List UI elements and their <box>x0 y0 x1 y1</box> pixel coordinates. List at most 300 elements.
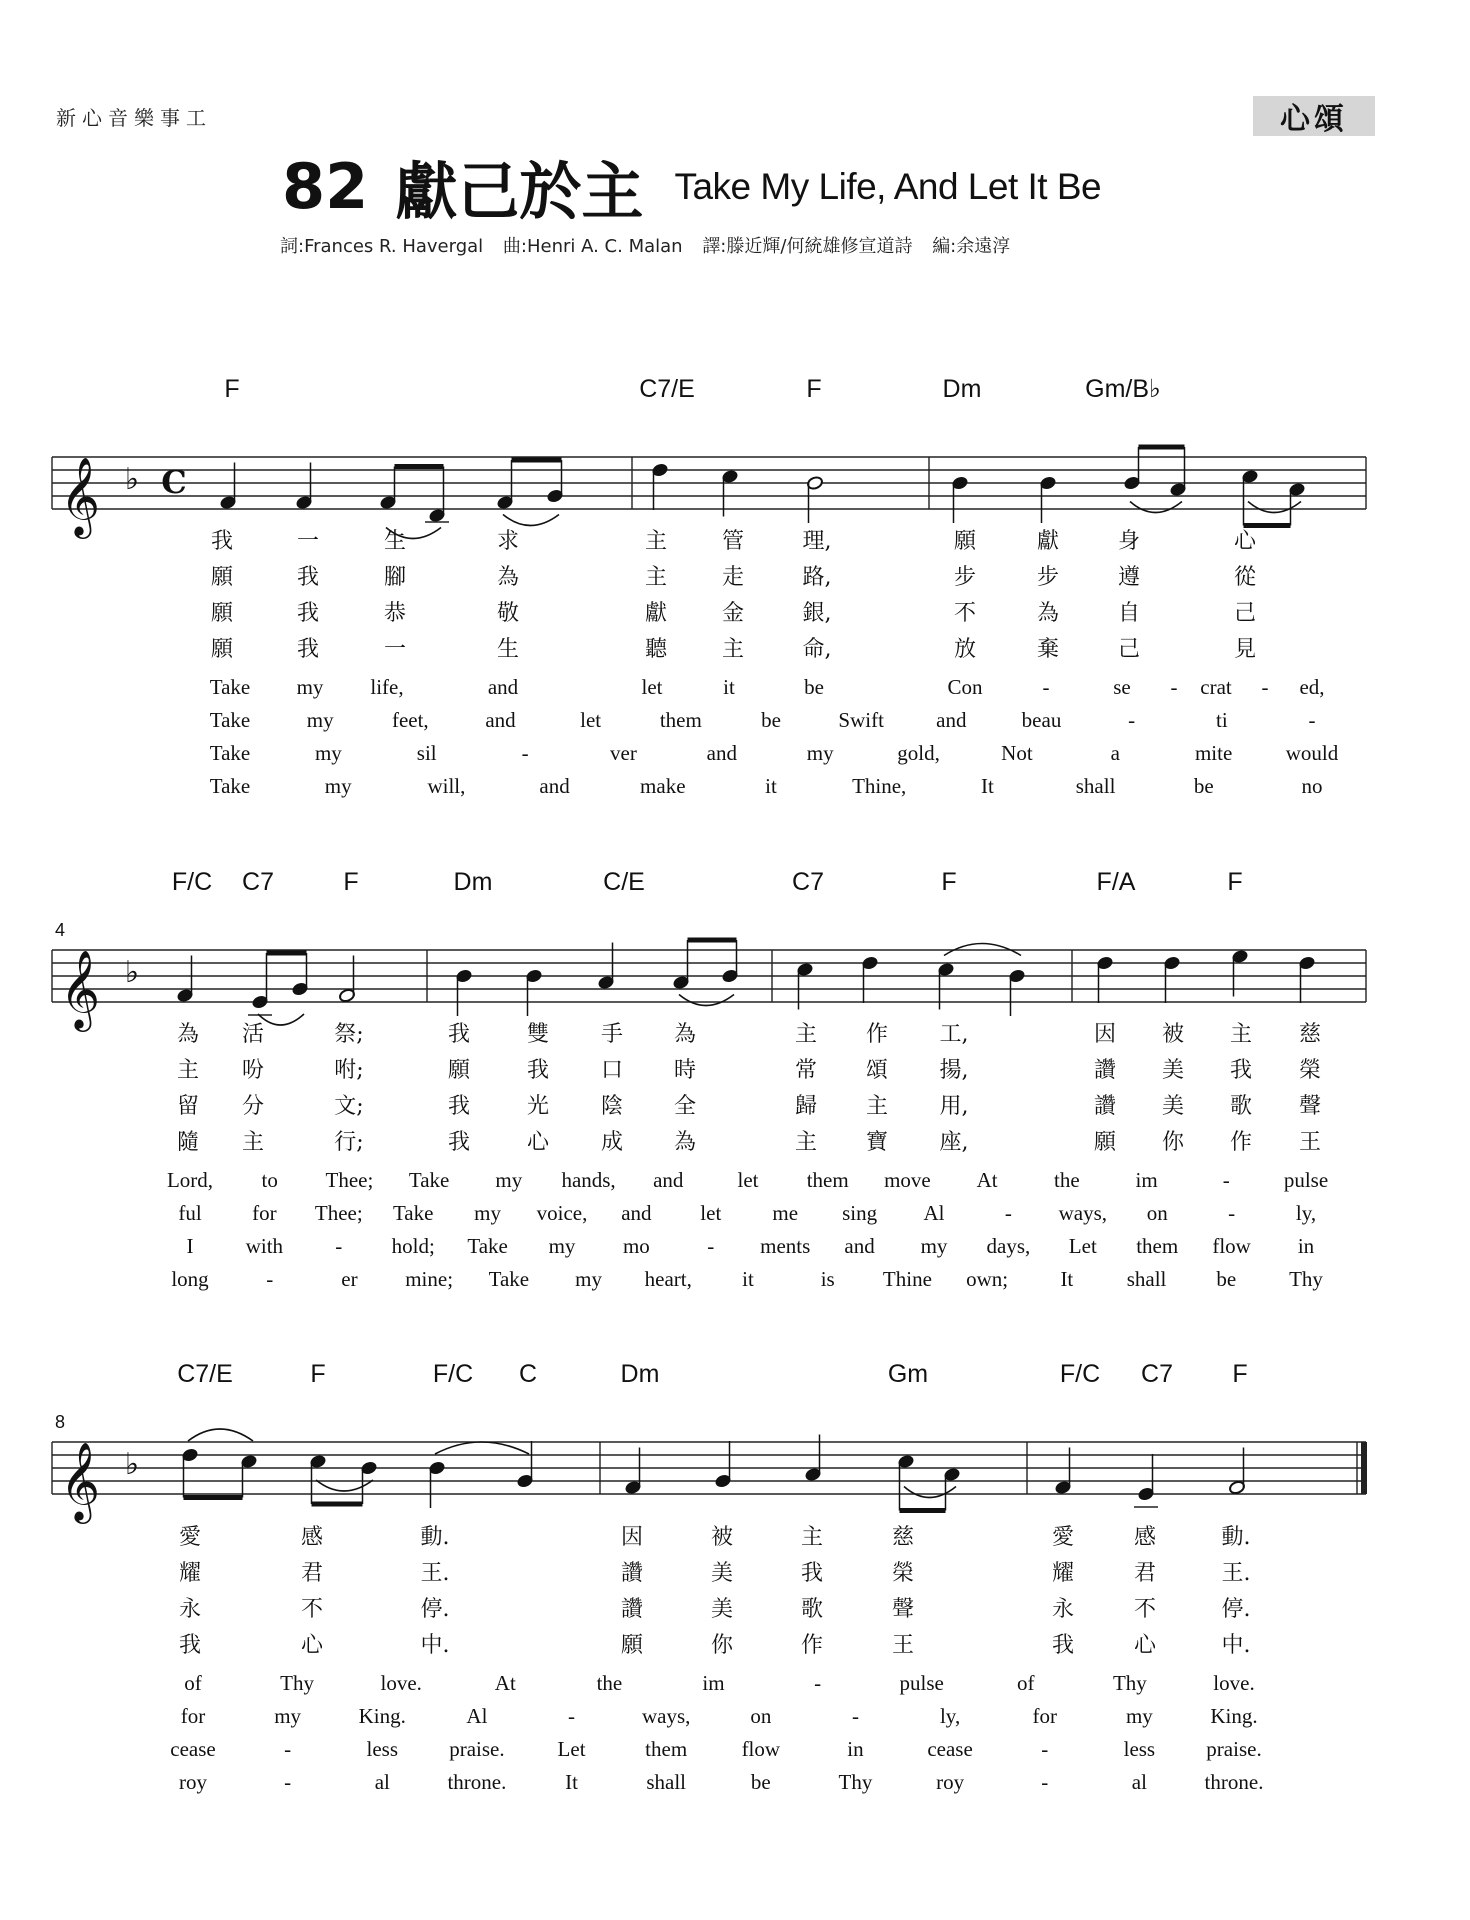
lyric-chinese-v1: 慈 <box>1298 1022 1322 1047</box>
lyric-english-v4: - <box>266 1267 274 1291</box>
lyric-chinese-v4: 座, <box>939 1130 969 1155</box>
lyric-english-v1: Con <box>947 675 983 699</box>
lyric-english-v4: long <box>171 1267 209 1291</box>
lyric-chinese-v3: 金 <box>721 601 745 626</box>
lyric-chinese-v1: 動. <box>420 1525 450 1550</box>
lyric-chinese-v3: 全 <box>673 1094 697 1119</box>
lyric-english-v3: - <box>707 1234 715 1258</box>
lyric-english-v1: Take <box>408 1168 450 1192</box>
chord-symbol: F <box>806 375 822 403</box>
lyric-chinese-v4: 心 <box>300 1633 324 1658</box>
lyric-english-v4: It <box>1060 1267 1074 1291</box>
lyric-english-v1: move <box>884 1168 931 1192</box>
lyric-chinese-v3: 留 <box>176 1094 200 1119</box>
lyric-chinese-v2: 主 <box>644 565 668 590</box>
lyric-english-v2: on <box>1146 1201 1168 1225</box>
lyric-chinese-v4: 主 <box>794 1130 818 1155</box>
lyric-english-v4: it <box>765 774 777 798</box>
lyric-chinese-v2: 頌 <box>865 1058 889 1083</box>
lyric-english-v1: - <box>1222 1168 1230 1192</box>
lyric-chinese-v4: 王 <box>1298 1130 1322 1155</box>
lyric-english-v4: al <box>374 1770 390 1794</box>
lyric-english-v1: ed, <box>1299 675 1325 699</box>
lyric-chinese-v3: 永 <box>1051 1597 1075 1622</box>
lyric-english-v3: with <box>245 1234 284 1258</box>
lyric-english-v3: in <box>1297 1234 1315 1258</box>
lyric-chinese-v4: 成 <box>600 1130 624 1155</box>
lyric-english-v3: - <box>1041 1737 1049 1761</box>
lyric-english-v4: roy <box>179 1770 207 1794</box>
lyric-chinese-v2: 王. <box>1221 1561 1251 1586</box>
lyric-english-v4: be <box>1216 1267 1237 1291</box>
lyric-english-v3: less <box>1123 1737 1156 1761</box>
lyric-english-v2: my <box>1125 1704 1153 1728</box>
lyric-english-v3: Take <box>209 741 251 765</box>
lyric-chinese-v4: 隨 <box>176 1130 200 1155</box>
lyric-english-v2: King. <box>358 1704 406 1728</box>
lyric-english-v4: shall <box>646 1770 687 1794</box>
lyric-chinese-v1: 感 <box>300 1525 324 1550</box>
lyric-chinese-v1: 主 <box>644 529 668 554</box>
lyric-english-v4: it <box>742 1267 754 1291</box>
lyric-chinese-v2: 美 <box>1161 1058 1185 1083</box>
lyric-chinese-v3: 願 <box>210 601 234 626</box>
lyric-english-v3: Take <box>467 1234 508 1258</box>
lyric-chinese-v2: 走 <box>721 565 745 590</box>
lyric-english-v1: pulse <box>899 1671 944 1695</box>
measure-number: 4 <box>54 920 66 940</box>
lyric-chinese-v2: 我 <box>526 1058 550 1083</box>
lyric-chinese-v3: 自 <box>1117 601 1141 626</box>
lyric-english-v2: voice, <box>536 1201 588 1225</box>
lyric-chinese-v1: 生 <box>383 529 407 554</box>
lyric-english-v1: At <box>494 1671 516 1695</box>
lyric-chinese-v3: 為 <box>1036 601 1060 626</box>
lyric-english-v1: to <box>261 1168 278 1192</box>
lyric-english-v1: im <box>702 1671 725 1695</box>
lyric-chinese-v4: 我 <box>1051 1633 1075 1658</box>
lyric-chinese-v4: 為 <box>673 1130 697 1155</box>
lyric-english-v2: ly, <box>939 1704 961 1728</box>
lyric-chinese-v3: 不 <box>953 601 977 626</box>
lyric-english-v3: Not <box>1001 741 1033 765</box>
lyric-english-v2: and <box>936 708 967 732</box>
chord-symbol: C7 <box>1141 1360 1173 1388</box>
lyric-english-v1: of <box>184 1671 202 1695</box>
lyric-english-v2: and <box>621 1201 652 1225</box>
lyric-chinese-v2: 腳 <box>383 565 407 590</box>
flat-key-signature-icon: ♭ <box>124 955 140 990</box>
lyric-english-v2: Take <box>209 708 251 732</box>
lyric-chinese-v2: 為 <box>496 565 520 590</box>
chord-symbol: F <box>1232 1360 1248 1388</box>
lyric-english-v1: im <box>1135 1168 1158 1192</box>
lyric-english-v2: be <box>761 708 781 732</box>
lyric-chinese-v4: 中. <box>1221 1633 1251 1658</box>
lyric-chinese-v3: 讚 <box>1093 1094 1117 1119</box>
chord-symbol: F/C <box>1059 1360 1101 1388</box>
slur <box>904 1487 956 1498</box>
lyric-english-v4: shall <box>1126 1267 1167 1291</box>
lyric-chinese-v4: 中. <box>420 1633 450 1658</box>
lyric-chinese-v3: 獻 <box>644 601 668 626</box>
flat-key-signature-icon: ♭ <box>124 462 140 497</box>
lyric-chinese-v2: 時 <box>673 1058 697 1083</box>
lyric-chinese-v4: 願 <box>620 1633 644 1658</box>
lyric-english-v1: my <box>495 1168 523 1192</box>
lyric-english-v2: King. <box>1210 1704 1258 1728</box>
staff-system-3 <box>52 1429 1367 1524</box>
lyric-english-v2: beau <box>1021 708 1062 732</box>
slur <box>188 1429 253 1441</box>
chord-symbol: F <box>310 1360 326 1388</box>
lyric-chinese-v4: 願 <box>210 637 234 662</box>
lyric-chinese-v4: 命, <box>802 637 832 662</box>
lyric-english-v1: love. <box>1213 1671 1255 1695</box>
lyric-chinese-v1: 動. <box>1221 1525 1251 1550</box>
lyric-chinese-v3: 美 <box>1161 1094 1185 1119</box>
slur <box>679 995 734 1006</box>
lyric-english-v4: Thine, <box>852 774 907 798</box>
lyric-chinese-v1: 主 <box>800 1525 824 1550</box>
lyric-english-v1: let <box>641 675 663 699</box>
lyric-english-v3: mite <box>1194 741 1233 765</box>
lyric-english-v1: - <box>814 1671 822 1695</box>
chord-symbol: F <box>343 868 359 896</box>
lyric-chinese-v3: 美 <box>710 1597 734 1622</box>
lyric-english-v1: of <box>1017 1671 1035 1695</box>
lyric-english-v2: for <box>252 1201 277 1225</box>
lyric-english-v3: days, <box>986 1234 1031 1258</box>
lyric-chinese-v2: 耀 <box>178 1561 202 1586</box>
chord-symbol: C7 <box>242 868 274 896</box>
lyric-chinese-v2: 揚, <box>939 1058 969 1083</box>
lyric-chinese-v4: 一 <box>383 637 407 662</box>
lyric-english-v4: shall <box>1075 774 1116 798</box>
treble-clef-icon: 𝄞 <box>59 1442 101 1521</box>
lyric-chinese-v3: 不 <box>1133 1597 1157 1622</box>
lyric-english-v4: own; <box>966 1267 1009 1291</box>
lyric-english-v2: Thee; <box>314 1201 363 1225</box>
composer-credit: 曲:Henri A. C. Malan <box>502 236 683 257</box>
staff-system-2 <box>52 940 1366 1032</box>
lyric-english-v4: al <box>1131 1770 1147 1794</box>
lyric-chinese-v3: 永 <box>178 1597 202 1622</box>
lyric-chinese-v4: 我 <box>296 637 320 662</box>
lyric-chinese-v4: 寶 <box>865 1130 889 1155</box>
lyric-chinese-v1: 被 <box>710 1525 734 1550</box>
chord-symbol: F/C <box>171 868 213 896</box>
lyric-chinese-v3: 文; <box>334 1094 364 1119</box>
lyric-english-v2: them <box>659 708 702 732</box>
lyric-english-v2: Take <box>392 1201 434 1225</box>
lyric-english-v2: on <box>750 1704 772 1728</box>
lyric-chinese-v3: 歌 <box>800 1597 824 1622</box>
lyric-chinese-v1: 手 <box>600 1022 624 1047</box>
lyric-english-v1: crat <box>1200 675 1232 699</box>
lyric-chinese-v1: 願 <box>953 529 977 554</box>
lyric-english-v3: Let <box>557 1737 586 1761</box>
lyric-english-v1: - <box>1170 675 1178 699</box>
lyric-english-v2: - <box>1228 1201 1236 1225</box>
lyric-chinese-v1: 主 <box>794 1022 818 1047</box>
lyric-chinese-v2: 從 <box>1233 565 1257 590</box>
lyric-chinese-v1: 祭; <box>334 1022 364 1047</box>
lyric-english-v2: Al <box>923 1201 945 1225</box>
lyric-chinese-v2: 常 <box>794 1058 818 1083</box>
chord-symbol: F/A <box>1096 868 1136 896</box>
lyric-english-v4: - <box>284 1770 292 1794</box>
lyric-chinese-v3: 歌 <box>1229 1094 1253 1119</box>
lyric-english-v2: let <box>700 1201 722 1225</box>
chord-symbol: C7/E <box>177 1360 233 1388</box>
chord-symbol: F <box>224 375 240 403</box>
lyric-english-v2: for <box>180 1704 206 1728</box>
lyric-chinese-v1: 因 <box>620 1525 644 1550</box>
lyric-english-v1: Thee; <box>325 1168 374 1192</box>
lyric-chinese-v4: 心 <box>526 1130 550 1155</box>
lyric-english-v4: mine; <box>405 1267 454 1291</box>
lyric-chinese-v1: 作 <box>865 1022 889 1047</box>
lyric-english-v2: ways, <box>641 1704 691 1728</box>
lyric-english-v4: my <box>324 774 352 798</box>
lyric-english-v3: I <box>186 1234 194 1258</box>
lyric-english-v1: - <box>1042 675 1050 699</box>
lyric-chinese-v3: 恭 <box>383 601 407 626</box>
lyric-english-v3: ver <box>610 741 637 765</box>
lyric-english-v2: ly, <box>1295 1201 1317 1225</box>
common-time-icon: C <box>161 463 187 501</box>
lyric-chinese-v2: 王. <box>420 1561 450 1586</box>
lyric-english-v1: Thy <box>280 1671 315 1695</box>
lyric-chinese-v1: 慈 <box>891 1525 915 1550</box>
lyric-chinese-v3: 己 <box>1233 601 1257 626</box>
chord-symbol: Gm <box>887 1360 929 1388</box>
slur <box>1248 502 1301 513</box>
lyric-english-v4: Thine <box>882 1267 932 1291</box>
lyric-chinese-v4: 放 <box>953 637 977 662</box>
slur <box>1130 502 1182 513</box>
lyric-english-v1: my <box>296 675 324 699</box>
lyric-english-v2: my <box>274 1704 302 1728</box>
lyric-chinese-v2: 願 <box>447 1058 471 1083</box>
lyric-english-v3: Let <box>1068 1234 1097 1258</box>
lyric-chinese-v3: 讚 <box>620 1597 644 1622</box>
lyric-chinese-v2: 步 <box>1036 565 1060 590</box>
lyric-english-v2: Al <box>466 1704 488 1728</box>
lyric-english-v2: my <box>306 708 334 732</box>
lyric-english-v1: and <box>487 675 519 699</box>
lyric-english-v3: praise. <box>449 1737 505 1761</box>
publisher-name: 新心音樂事工 <box>56 106 212 130</box>
lyric-chinese-v3: 用, <box>939 1094 969 1119</box>
lyric-english-v3: ments <box>760 1234 811 1258</box>
lyric-chinese-v3: 敬 <box>496 601 520 626</box>
lyric-english-v4: Thy <box>1289 1267 1323 1291</box>
lyric-chinese-v2: 口 <box>600 1058 624 1083</box>
slur <box>503 515 559 526</box>
lyric-english-v4: throne. <box>1204 1770 1264 1794</box>
lyric-chinese-v4: 我 <box>447 1130 471 1155</box>
lyric-english-v1: it <box>723 675 735 699</box>
lyric-english-v4: be <box>750 1770 771 1794</box>
lyric-english-v3: them <box>645 1737 688 1761</box>
lyric-english-v4: make <box>640 774 686 798</box>
lyric-chinese-v2: 我 <box>1229 1058 1253 1083</box>
lyric-chinese-v4: 王 <box>891 1633 915 1658</box>
lyric-chinese-v4: 聽 <box>644 637 668 662</box>
lyric-chinese-v2: 君 <box>300 1561 324 1586</box>
lyric-english-v4: and <box>539 774 570 798</box>
lyric-chinese-v1: 身 <box>1117 529 1141 554</box>
lyric-english-v1: love. <box>380 1671 422 1695</box>
chord-symbol: C/E <box>603 868 645 896</box>
lyric-chinese-v4: 見 <box>1233 637 1257 662</box>
lyric-chinese-v2: 遵 <box>1117 565 1141 590</box>
lyric-english-v1: Take <box>209 675 251 699</box>
lyric-chinese-v2: 我 <box>800 1561 824 1586</box>
chord-symbol: Dm <box>453 868 493 896</box>
lyric-english-v3: hold; <box>391 1234 435 1258</box>
lyric-english-v2: me <box>772 1201 799 1225</box>
lyric-chinese-v2: 吩 <box>241 1058 265 1083</box>
hymnal-badge: 心頌 <box>1253 96 1375 136</box>
slur <box>435 1442 529 1454</box>
lyric-english-v3: my <box>314 741 342 765</box>
lyric-chinese-v1: 我 <box>447 1022 471 1047</box>
lyric-chinese-v2: 路, <box>802 565 832 590</box>
lyric-chinese-v1: 我 <box>210 529 234 554</box>
lyric-english-v1: them <box>806 1168 849 1192</box>
lyric-chinese-v1: 因 <box>1093 1022 1117 1047</box>
lyric-chinese-v4: 我 <box>178 1633 202 1658</box>
lyric-chinese-v4: 棄 <box>1036 637 1060 662</box>
lyric-chinese-v2: 耀 <box>1051 1561 1075 1586</box>
lyric-chinese-v1: 一 <box>296 529 320 554</box>
lyric-chinese-v1: 求 <box>496 529 520 554</box>
lyric-english-v2: sing <box>842 1201 878 1225</box>
lyric-english-v4: no <box>1301 774 1323 798</box>
lyric-english-v1: se <box>1113 675 1131 699</box>
lyric-chinese-v1: 理, <box>802 529 832 554</box>
lyric-english-v4: is <box>820 1267 835 1291</box>
lyric-chinese-v4: 心 <box>1133 1633 1157 1658</box>
lyric-english-v4: will, <box>427 774 466 798</box>
lyric-english-v2: let <box>580 708 602 732</box>
lyric-english-v2: my <box>474 1201 502 1225</box>
chord-symbol: Dm <box>620 1360 660 1388</box>
chord-symbol: Dm <box>942 375 982 403</box>
lyric-chinese-v3: 歸 <box>794 1094 818 1119</box>
lyric-english-v2: - <box>1308 708 1316 732</box>
lyric-chinese-v2: 願 <box>210 565 234 590</box>
lyric-english-v3: would <box>1285 741 1339 765</box>
lyric-english-v2: ful <box>178 1201 202 1225</box>
lyric-chinese-v1: 工, <box>939 1022 969 1047</box>
lyric-chinese-v2: 咐; <box>334 1058 364 1083</box>
lyric-english-v3: cease <box>927 1737 973 1761</box>
lyric-english-v3: gold, <box>897 741 940 765</box>
lyric-chinese-v4: 生 <box>496 637 520 662</box>
lyric-chinese-v3: 停. <box>1221 1597 1251 1622</box>
lyric-chinese-v4: 己 <box>1117 637 1141 662</box>
lyric-english-v4: heart, <box>644 1267 692 1291</box>
lyric-english-v3: a <box>1110 741 1120 765</box>
lyric-chinese-v1: 主 <box>1229 1022 1253 1047</box>
lyric-chinese-v3: 主 <box>865 1094 889 1119</box>
lyric-english-v4: my <box>575 1267 602 1291</box>
treble-clef-icon: 𝄞 <box>59 457 101 536</box>
lyric-english-v4: It <box>980 774 994 798</box>
lyric-chinese-v1: 管 <box>721 529 745 554</box>
lyric-chinese-v2: 美 <box>710 1561 734 1586</box>
lyric-chinese-v4: 行; <box>334 1130 364 1155</box>
lyric-chinese-v4: 你 <box>710 1633 734 1658</box>
chord-symbol: C7 <box>792 868 824 896</box>
lyric-chinese-v1: 為 <box>176 1022 200 1047</box>
lyric-chinese-v3: 停. <box>420 1597 450 1622</box>
lyric-chinese-v4: 作 <box>1229 1130 1253 1155</box>
chord-symbol: F/C <box>432 1360 474 1388</box>
lyric-english-v2: feet, <box>391 708 429 732</box>
lyric-english-v2: ways, <box>1058 1201 1108 1225</box>
lyric-chinese-v4: 願 <box>1093 1130 1117 1155</box>
lyric-chinese-v3: 我 <box>447 1094 471 1119</box>
lyric-english-v2: for <box>1032 1704 1057 1728</box>
lyric-english-v1: pulse <box>1283 1168 1329 1192</box>
lyric-english-v4: - <box>1041 1770 1049 1794</box>
lyric-english-v3: cease <box>170 1737 216 1761</box>
lyric-english-v3: and <box>706 741 737 765</box>
lyric-english-v1: hands, <box>561 1168 616 1192</box>
lyric-chinese-v3: 銀, <box>802 601 832 626</box>
lyric-english-v4: throne. <box>447 1770 507 1794</box>
lyric-english-v1: Lord, <box>166 1168 214 1192</box>
arranger-credit: 編:余遠淳 <box>932 236 1011 257</box>
lyric-english-v1: - <box>1261 675 1269 699</box>
lyric-chinese-v3: 不 <box>300 1597 324 1622</box>
lyric-chinese-v1: 被 <box>1161 1022 1185 1047</box>
lyric-english-v4: er <box>341 1267 358 1291</box>
lyric-chinese-v1: 活 <box>241 1022 265 1047</box>
lyric-english-v1: life, <box>370 675 404 699</box>
lyric-english-v1: the <box>596 1671 623 1695</box>
lyric-english-v2: and <box>485 708 516 732</box>
final-barline <box>1361 1442 1367 1494</box>
lyric-english-v4: Take <box>488 1267 530 1291</box>
lyric-english-v3: them <box>1136 1234 1179 1258</box>
treble-clef-icon: 𝄞 <box>59 950 101 1029</box>
song-number: 82 <box>282 150 369 223</box>
lyric-english-v1: the <box>1054 1168 1080 1192</box>
song-title-english: Take My Life, And Let It Be <box>674 165 1102 207</box>
lyric-chinese-v1: 愛 <box>1051 1525 1075 1550</box>
chord-symbol: C7/E <box>639 375 695 403</box>
lyric-chinese-v3: 我 <box>296 601 320 626</box>
lyric-english-v3: in <box>847 1737 864 1761</box>
chord-symbol: F <box>1227 868 1243 896</box>
chord-symbol: F <box>941 868 957 896</box>
lyricist-credit: 詞:Frances R. Havergal <box>280 236 484 257</box>
lyric-english-v1: and <box>653 1168 684 1192</box>
lyric-english-v1: be <box>804 675 824 699</box>
lyric-chinese-v2: 讚 <box>620 1561 644 1586</box>
lyric-english-v4: roy <box>936 1770 965 1794</box>
lyric-english-v3: my <box>920 1234 948 1258</box>
lyric-english-v3: flow <box>1212 1234 1251 1258</box>
lyric-chinese-v2: 我 <box>296 565 320 590</box>
lyric-chinese-v3: 聲 <box>891 1597 915 1622</box>
